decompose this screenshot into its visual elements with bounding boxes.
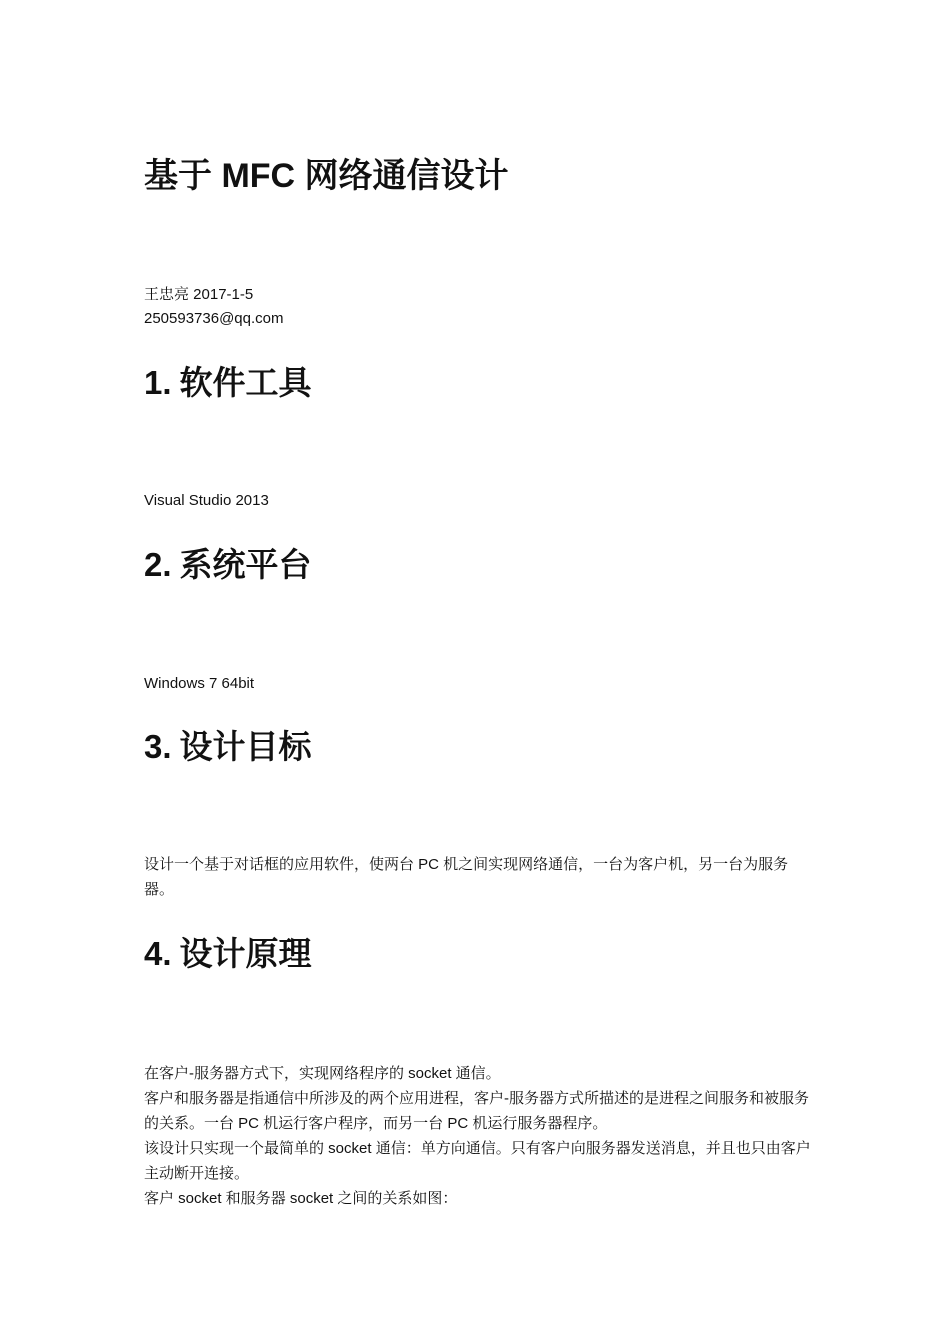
section-heading-design-goal — [144, 722, 312, 772]
paragraph: Visual Studio 2013 — [144, 492, 269, 509]
paragraph: 在客户-服务器方式下，实现网络程序的 socket 通信。 — [144, 1065, 501, 1082]
paragraph: 客户和服务器是指通信中所涉及的两个应用进程，客户-服务器方式所描述的是进程之间服务和被服务的关系。一台 PC 机运行客户程序，而另一台 PC 机运行服务器程序。 — [144, 1090, 809, 1132]
author-email: 250593736@qq.com — [144, 310, 284, 327]
document-title: 基于 MFC 网络通信设计 — [144, 157, 509, 195]
paragraph: 客户 socket 和服务器 socket 之间的关系如图： — [144, 1190, 458, 1207]
section-body-system-platform — [144, 671, 812, 696]
section-number: 2. — [144, 546, 172, 583]
section-number: 1. — [144, 364, 172, 401]
section-title: 设计目标 — [179, 728, 312, 765]
section-number: 4. — [144, 935, 172, 972]
section-body-design-principle — [144, 1061, 812, 1211]
section-title: 设计原理 — [179, 935, 312, 972]
paragraph: 该设计只实现一个最简单的 socket 通信：单方向通信。只有客户向服务器发送消息，并且也只由客户主动断开连接。 — [144, 1140, 811, 1182]
section-title: 软件工具 — [179, 364, 312, 401]
section-title: 系统平台 — [179, 546, 312, 583]
section-heading-system-platform — [144, 540, 312, 590]
paragraph: 设计一个基于对话框的应用软件，使两台 PC 机之间实现网络通信，一台为客户机，另一台为服务器。 — [144, 856, 789, 898]
section-heading-design-principle — [144, 929, 312, 979]
paragraph: Windows 7 64bit — [144, 675, 255, 692]
author-info — [144, 283, 284, 331]
section-body-software-tools — [144, 488, 812, 513]
section-number: 3. — [144, 728, 172, 765]
section-heading-software-tools — [144, 358, 312, 408]
section-body-design-goal — [144, 852, 812, 902]
author-date-line: 王忠亮 2017-1-5 — [144, 286, 254, 303]
